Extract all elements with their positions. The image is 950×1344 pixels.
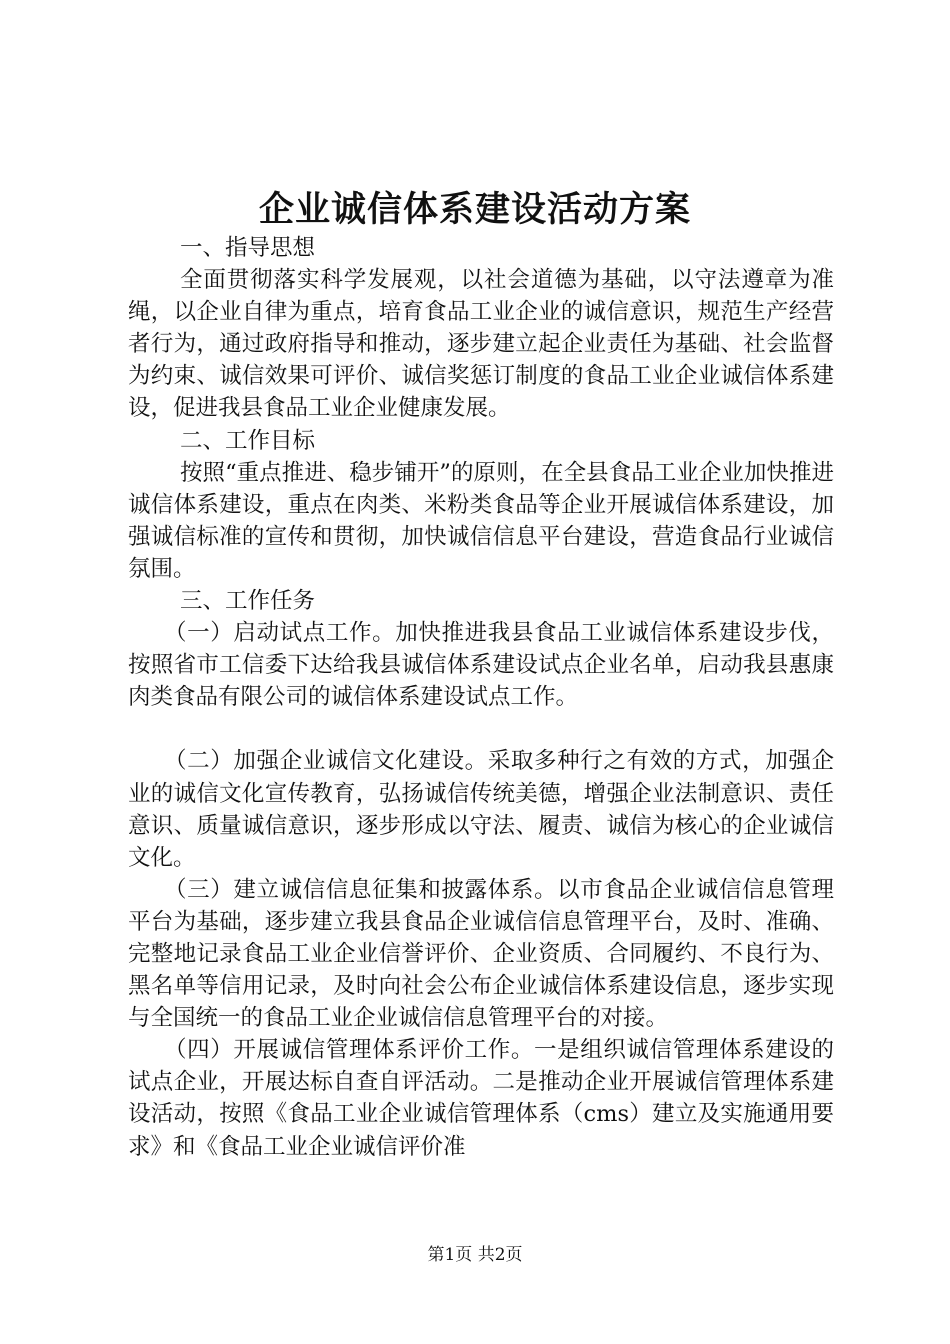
section-2-heading: 二、工作目标 — [180, 427, 316, 454]
document-title: 企业诚信体系建设活动方案 — [258, 189, 691, 230]
task-4-paragraph: （四）开展诚信管理体系评价工作。一是组织诚信管理体系建设的试点企业，开展达标自查自评活动。二是推动企业开展诚信管理体系建设活动，按照《食品工业企业诚信管理体系（cms）建立及实施通用要求》和《食品工业企业诚信评价准 — [128, 1037, 834, 1160]
section-2-paragraph: 按照“重点推进、稳步铺开”的原则，在全县食品工业企业加快推进诚信体系建设，重点在肉类、米粉类食品等企业开展诚信体系建设，加强诚信标准的宣传和贯彻，加快诚信信息平台建设，营造食品行业诚信氛围。 — [128, 459, 834, 582]
section-1-paragraph: 全面贯彻落实科学发展观，以社会道德为基础，以守法遵章为准绳，以企业自律为重点，培育食品工业企业的诚信意识，规范生产经营者行为，通过政府指导和推动，逐步建立起企业责任为基础、社会监督为约束、诚信效果可评价、诚信奖惩订制度的食品工业企业诚信体系建设，促进我县食品工业企业健康发展。 — [128, 267, 834, 422]
task-1-paragraph: （一）启动试点工作。加快推进我县食品工业诚信体系建设步伐，按照省市工信委下达给我县诚信体系建设试点企业名单，启动我县惠康肉类食品有限公司的诚信体系建设试点工作。 — [128, 620, 834, 711]
paragraph-gap — [128, 713, 834, 745]
task-3-paragraph: （三）建立诚信信息征集和披露体系。以市食品企业诚信信息管理平台为基础，逐步建立我县食品企业诚信信息管理平台，及时、准确、完整地记录食品工业企业信誉评价、企业资质、合同履约、不良行为、黑名单等信用记录，及时向社会公布企业诚信体系建设信息，逐步实现与全国统一的食品工业企业诚信信息管理平台的对接。 — [128, 876, 834, 1032]
section-3-heading: 三、工作任务 — [180, 588, 316, 615]
document-body — [128, 232, 834, 1163]
page-number-footer: 第1页 共2页 — [427, 1245, 523, 1265]
section-1-heading: 一、指导思想 — [180, 235, 316, 261]
task-2-paragraph: （二）加强企业诚信文化建设。采取多种行之有效的方式，加强企业的诚信文化宣传教育，弘扬诚信传统美德，增强企业法制意识、责任意识、质量诚信意识，逐步形成以守法、履责、诚信为核心的企业诚信文化。 — [128, 748, 834, 871]
